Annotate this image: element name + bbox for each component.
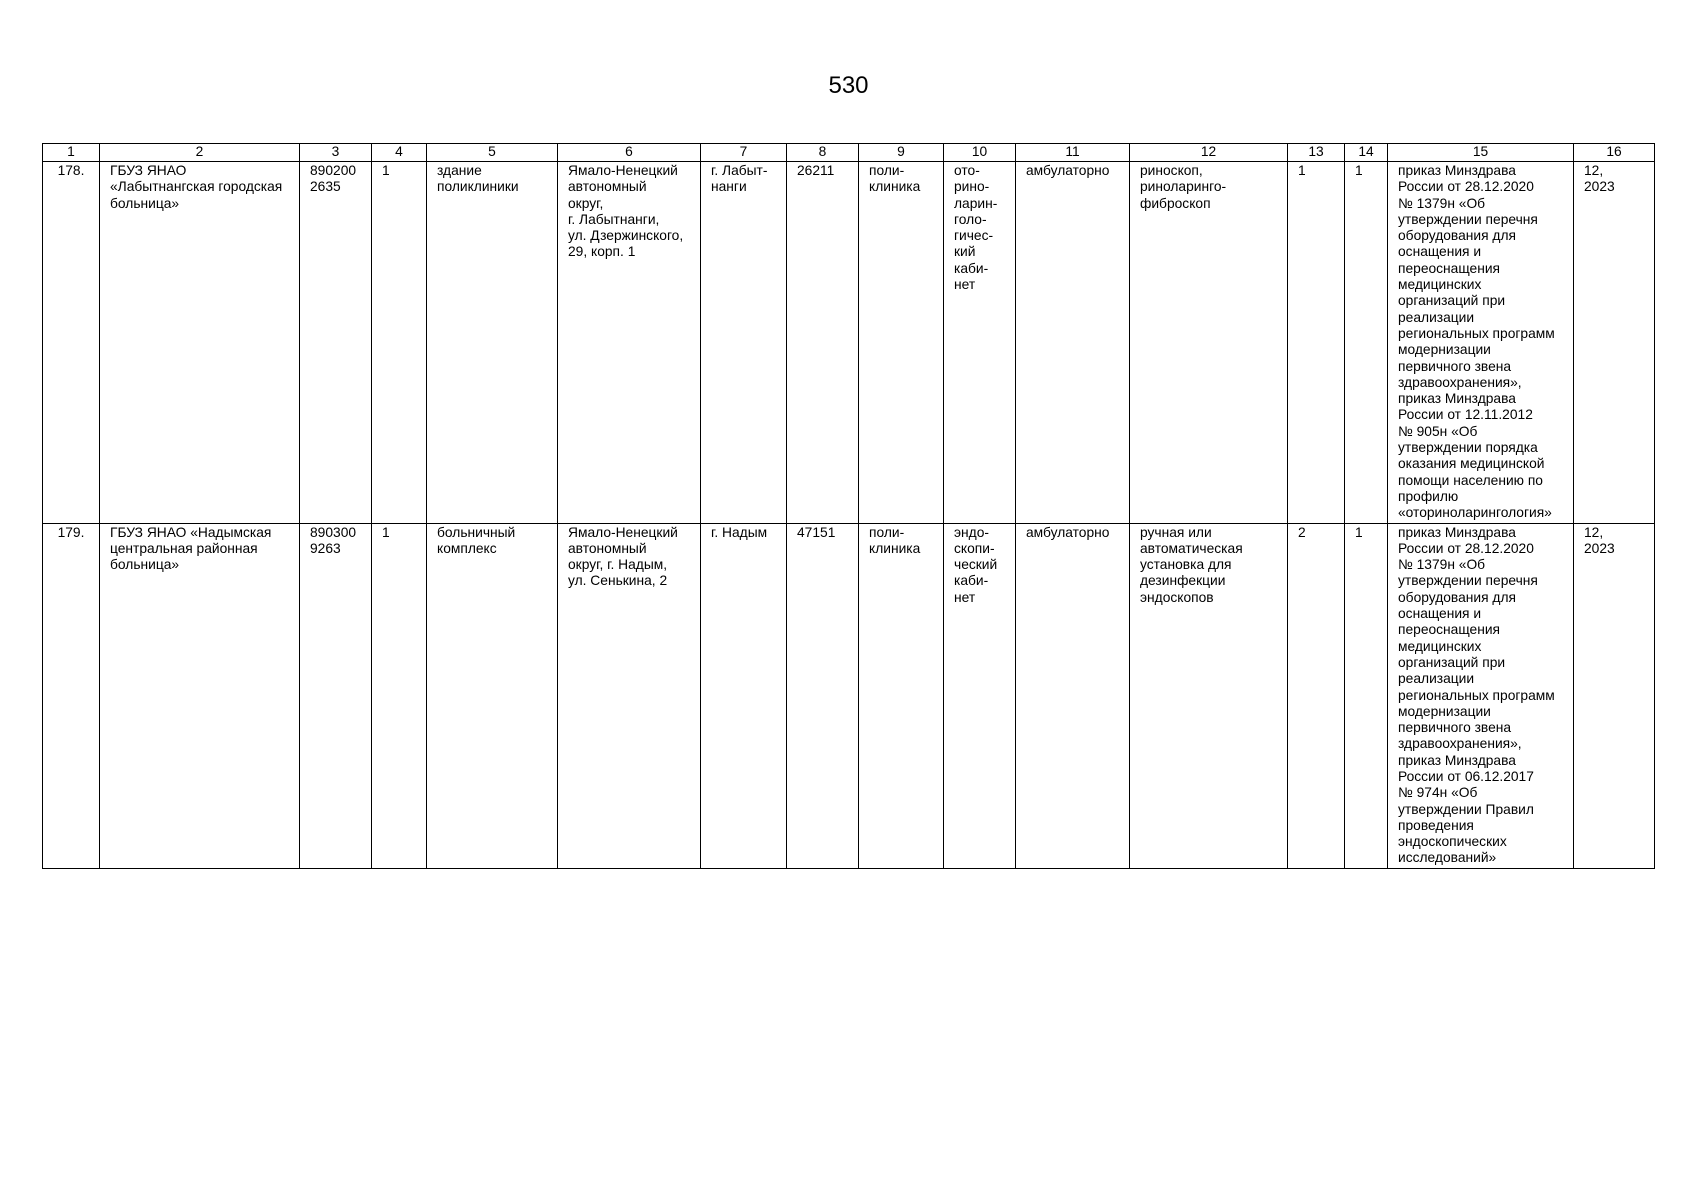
table-cell: 26211 [787, 162, 859, 524]
building-cell: здание поликлиники [427, 162, 558, 524]
organization-cell: ГБУЗ ЯНАО «Надымская центральная районная больница» [100, 523, 300, 868]
column-header: 14 [1345, 144, 1388, 162]
column-header: 8 [787, 144, 859, 162]
column-header: 7 [701, 144, 787, 162]
care-condition-cell: амбулаторно [1016, 523, 1130, 868]
table-cell: 1 [372, 523, 427, 868]
city-cell: г. Надым [701, 523, 787, 868]
table-row [43, 523, 1655, 868]
regulation-cell: приказ Минздрава России от 28.12.2020 № 1379н «Об утверждении перечня оборудования для оснащения и переоснащения медицинских организаций при реализации региональных программ модернизации первичного звена здравоохранения», приказ Минздрава России от 12.11.2012 № 905н «Об утверждении порядка оказания медицинской помощи населению по профилю «оториноларингология» [1388, 162, 1574, 524]
row-number-cell: 179. [43, 523, 100, 868]
city-cell: г. Лабыт- нанги [701, 162, 787, 524]
unit-type-cell: поли- клиника [859, 162, 944, 524]
column-header: 9 [859, 144, 944, 162]
column-header: 6 [558, 144, 701, 162]
column-header: 12 [1130, 144, 1288, 162]
table-cell: 1 [1345, 523, 1388, 868]
table-cell: 1 [1345, 162, 1388, 524]
column-header: 13 [1288, 144, 1345, 162]
date-cell: 12, 2023 [1574, 162, 1655, 524]
column-header: 1 [43, 144, 100, 162]
equipment-cell: риноскоп, риноларинго- фиброскоп [1130, 162, 1288, 524]
table-row [43, 162, 1655, 524]
header-row [43, 144, 1655, 162]
cabinet-cell: эндо- скопи- ческий каби- нет [944, 523, 1016, 868]
address-cell: Ямало-Ненецкий автономный округ, г. Надым, ул. Сенькина, 2 [558, 523, 701, 868]
table-cell: 1 [1288, 162, 1345, 524]
regulation-cell: приказ Минздрава России от 28.12.2020 № 1379н «Об утверждении перечня оборудования для оснащения и переоснащения медицинских организаций при реализации региональных программ модернизации первичного звена здравоохранения», приказ Минздрава России от 06.12.2017 № 974н «Об утверждении Правил проведения эндоскопических исследований» [1388, 523, 1574, 868]
row-number-cell: 178. [43, 162, 100, 524]
table-cell: 47151 [787, 523, 859, 868]
table-cell: 2 [1288, 523, 1345, 868]
building-cell: больничный комплекс [427, 523, 558, 868]
organization-cell: ГБУЗ ЯНАО «Лабытнангская городская больница» [100, 162, 300, 524]
address-cell: Ямало-Ненецкий автономный округ, г. Лабытнанги, ул. Дзержинского, 29, корп. 1 [558, 162, 701, 524]
equipment-cell: ручная или автоматическая установка для дезинфекции эндоскопов [1130, 523, 1288, 868]
column-header: 2 [100, 144, 300, 162]
column-header: 11 [1016, 144, 1130, 162]
column-header: 16 [1574, 144, 1655, 162]
unit-type-cell: поли- клиника [859, 523, 944, 868]
page-number: 530 [828, 72, 869, 99]
column-header: 4 [372, 144, 427, 162]
column-header: 15 [1388, 144, 1574, 162]
register-table [42, 143, 1655, 869]
date-cell: 12, 2023 [1574, 523, 1655, 868]
column-header: 10 [944, 144, 1016, 162]
cabinet-cell: ото- рино- ларин- голо- гичес- кий каби- нет [944, 162, 1016, 524]
code-cell: 890200 2635 [300, 162, 372, 524]
care-condition-cell: амбулаторно [1016, 162, 1130, 524]
column-header: 3 [300, 144, 372, 162]
column-header: 5 [427, 144, 558, 162]
table-cell: 1 [372, 162, 427, 524]
code-cell: 890300 9263 [300, 523, 372, 868]
